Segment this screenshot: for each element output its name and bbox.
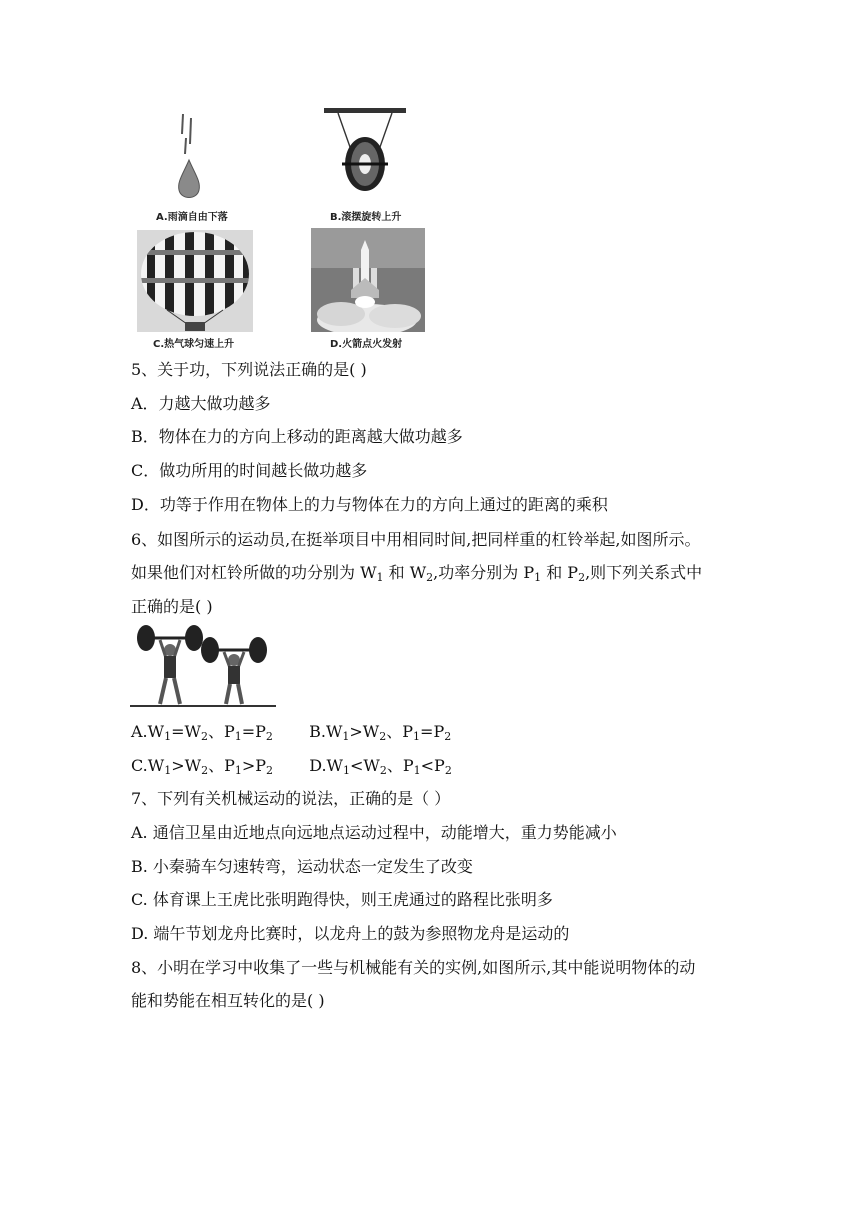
q7-stem: 7、下列有关机械运动的说法，正确的是（ ） [131,789,451,808]
rocket-launch-photo [311,228,425,332]
q6-options-row2 [131,756,452,776]
q6-stem-line2: 如果他们对杠铃所做的功分别为 $W_1$ 和 $W_2$,功率分别为 $P_1$ 和 $P_2$,则下列关系式中 [131,563,703,584]
hot-air-balloon-photo [137,230,253,332]
q7-option-d: D. 端午节划龙舟比赛时，以龙舟上的鼓为参照物龙舟是运动的 [131,924,570,943]
q6-option-b: $B.W_1>W_2$、$P_1=P_2$ [309,722,452,743]
q7-option-a: A. 通信卫星由近地点向远地点运动过程中，动能增大，重力势能减小 [131,823,617,842]
q6-option-d: $D.W_1<W_2$、$P_1<P_2$ [309,756,452,777]
q5-option-d: D．功等于作用在物体上的力与物体在力的方向上通过的距离的乘积 [131,495,608,514]
q6-options-row1 [131,722,451,742]
q6-stem-line1: 6、如图所示的运动员,在挺举项目中用相同时间,把同样重的杠铃举起,如图所示。 [131,530,701,549]
q5-option-c: C．做功所用的时间越长做功越多 [131,461,368,480]
figure-a-caption: A.雨滴自由下落 [156,212,228,223]
figure-b-caption: B.滚摆旋转上升 [330,212,402,223]
q5-stem: 5、关于功，下列说法正确的是( ) [131,360,367,379]
q7-option-c: C. 体育课上王虎比张明跑得快，则王虎通过的路程比张明多 [131,890,553,909]
figure-c-caption: C.热气球匀速上升 [153,339,235,350]
raindrop-figure [165,108,225,208]
q5-option-a: A．力越大做功越多 [131,394,271,413]
q5-option-b: B．物体在力的方向上移动的距离越大做功越多 [131,427,463,446]
weightlifters-figure [130,620,276,712]
figure-d-caption: D.火箭点火发射 [330,339,403,350]
q7-option-b: B. 小秦骑车匀速转弯，运动状态一定发生了改变 [131,857,473,876]
maxwell-wheel-figure [322,106,408,208]
q6-option-c: $C.W_1>W_2$、$P_1>P_2$ [131,756,274,777]
q6-stem-line3: 正确的是( ) [131,597,213,616]
q6-option-a: $A.W_1=W_2$、$P_1=P_2$ [131,722,273,743]
q8-stem-line2: 能和势能在相互转化的是( ) [131,991,325,1010]
q8-stem-line1: 8、小明在学习中收集了一些与机械能有关的实例,如图所示,其中能说明物体的动 [131,958,696,977]
